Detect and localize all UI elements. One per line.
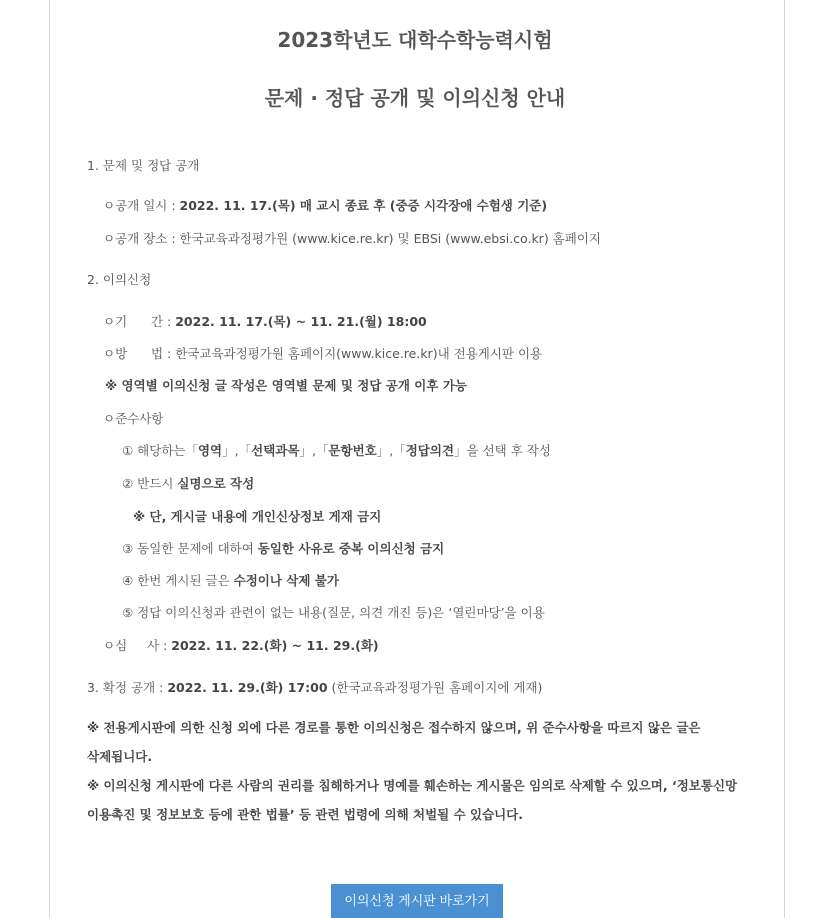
rule-3-emphasis: 동일한 사유로 중복 이의신청 금지 [257, 541, 445, 556]
rule-1-text: ① 해당하는「 [122, 443, 198, 458]
rule-1-sep: 」,「 [222, 443, 252, 458]
page-title-line1: 2023학년도 대학수학능력시험 [277, 28, 553, 52]
rule-2 [122, 474, 254, 492]
rule-1-sep: 」,「 [376, 443, 406, 458]
rule-1-tail: 」을 선택 후 작성 [454, 443, 551, 458]
rule-4-text: ④ 한번 게시된 글은 [122, 573, 234, 588]
release-place: ㅇ공개 장소 : 한국교육과정평가원 (www.kice.re.kr) 및 EBSi (www.ebsi.co.kr) 홈페이지 [103, 231, 601, 246]
release-date-value: 2022. 11. 17.(목) 매 교시 종료 후 (중증 시각장애 수험생 기준) [179, 198, 548, 213]
section1-heading: 1. 문제 및 정답 공개 [87, 158, 200, 173]
rule-5: ⑤ 정답 이의신청과 관련이 없는 내용(질문, 의견 개진 등)은 ‘열린마당’을 이용 [122, 605, 545, 620]
appeal-method: ㅇ방 법 : 한국교육과정평가원 홈페이지(www.kice.re.kr)내 전용게시판 이용 [103, 346, 543, 361]
rule-4 [122, 571, 339, 589]
page-title-line2: 문제 · 정답 공개 및 이의신청 안내 [264, 86, 566, 110]
final-release-suffix: (한국교육과정평가원 홈페이지에 게재) [327, 680, 543, 695]
section2-heading: 2. 이의신청 [87, 272, 152, 287]
appeal-period-value: 2022. 11. 17.(목) ~ 11. 21.(월) 18:00 [175, 314, 427, 329]
appeal-board-button[interactable]: 이의신청 게시판 바로가기 [331, 884, 503, 918]
note-1-line2: 삭제됩니다. [87, 749, 153, 764]
review-period-value: 2022. 11. 22.(화) ~ 11. 29.(화) [171, 638, 379, 653]
rule-1 [122, 441, 551, 459]
rule-1-sep: 」,「 [299, 443, 329, 458]
note-2-line2: 이용촉진 및 정보보호 등에 관한 법률’ 등 관련 법령에 의해 처벌될 수 있습니다. [87, 807, 524, 822]
final-release-value: 2022. 11. 29.(화) 17:00 [167, 680, 328, 695]
rule-3 [122, 539, 444, 557]
rule-1-item-number: 문항번호 [328, 443, 377, 458]
final-release-label: 3. 확정 공개 : [87, 680, 168, 695]
rules-label: ㅇ준수사항 [103, 411, 164, 426]
note-1-line1: ※ 전용게시판에 의한 신청 외에 다른 경로를 통한 이의신청은 접수하지 않으며, 위 준수사항을 따르지 않은 글은 [87, 720, 701, 735]
rule-1-area: 영역 [197, 443, 223, 458]
release-date [103, 196, 547, 214]
rule-3-text: ③ 동일한 문제에 대하여 [122, 541, 258, 556]
rule-1-subject: 선택과목 [251, 443, 300, 458]
review-period [103, 636, 379, 654]
rule-4-emphasis: 수정이나 삭제 불가 [233, 573, 339, 588]
review-period-label: ㅇ심 사 : [103, 638, 172, 653]
release-date-label: ㅇ공개 일시 : [103, 198, 180, 213]
area-note: ※ 영역별 이의신청 글 작성은 영역별 문제 및 정답 공개 이후 가능 [105, 378, 467, 393]
rule-2-text: ② 반드시 [122, 476, 178, 491]
rule-1-answer-opinion: 정답의견 [405, 443, 455, 458]
note-2-line1: ※ 이의신청 게시판에 다른 사람의 권리를 침해하거나 명예를 훼손하는 게시물은 임의로 삭제할 수 있으며, ‘정보통신망 [87, 778, 738, 793]
appeal-period [103, 312, 427, 330]
rule-2-emphasis: 실명으로 작성 [177, 476, 255, 491]
rule-2-note: ※ 단, 게시글 내용에 개인신상정보 게재 금지 [133, 509, 382, 524]
final-release [87, 678, 542, 696]
appeal-period-label: ㅇ기 간 : [103, 314, 176, 329]
